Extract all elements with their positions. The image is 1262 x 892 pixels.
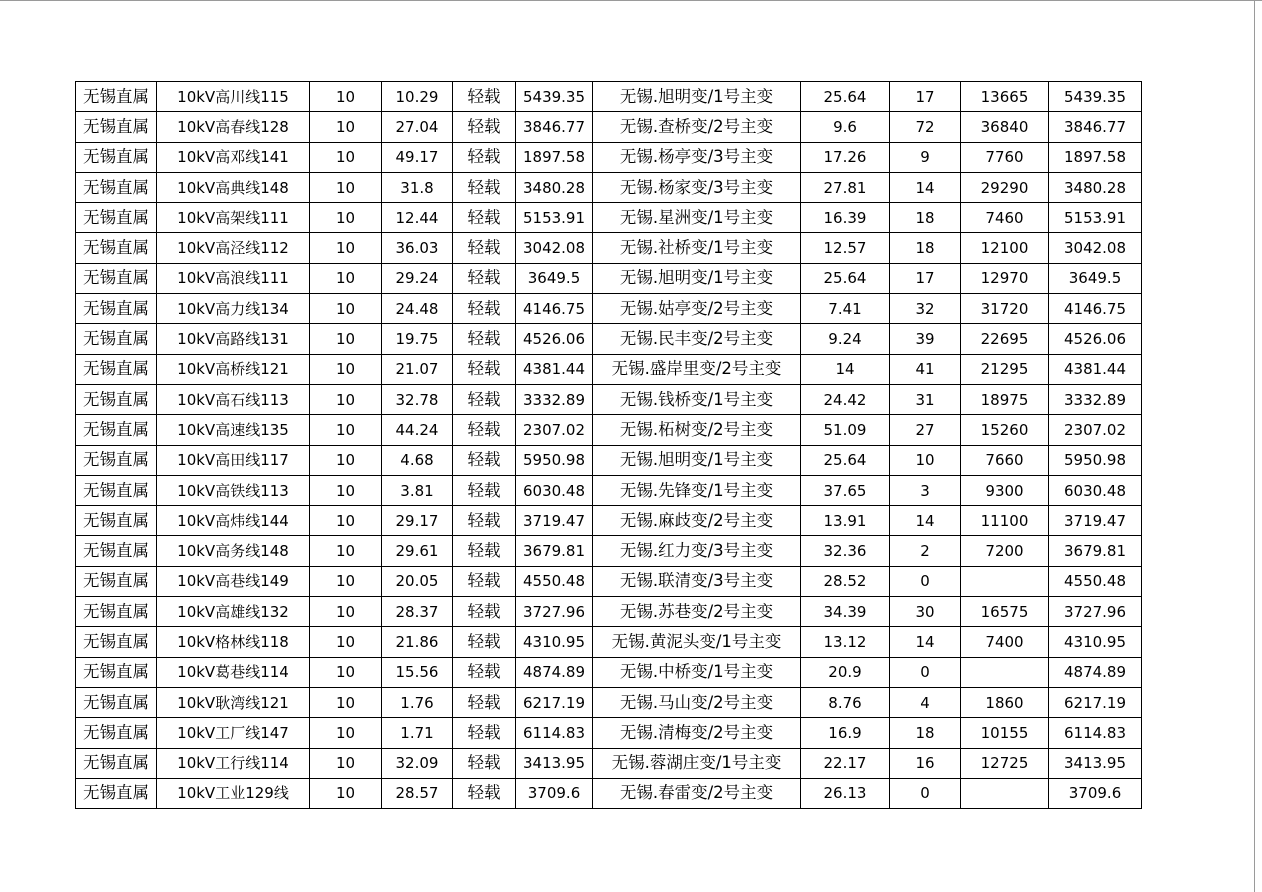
- load-rate-cell: 19.75: [382, 324, 453, 354]
- line-name-cell: 10kV葛巷线114: [157, 657, 310, 687]
- remaining-capacity-cell: 3042.08: [1049, 233, 1142, 263]
- remaining-capacity-cell: 6030.48: [1049, 475, 1142, 505]
- transformer-load-rate-cell: 51.09: [801, 415, 890, 445]
- voltage-cell: 10: [310, 82, 382, 112]
- voltage-cell: 10: [310, 172, 382, 202]
- remaining-capacity-cell: 3719.47: [1049, 506, 1142, 536]
- remaining-capacity-cell: 4526.06: [1049, 324, 1142, 354]
- user-count-cell: 18: [890, 718, 961, 748]
- available-capacity-cell: 3480.28: [516, 172, 593, 202]
- available-capacity-cell: 3709.6: [516, 778, 593, 808]
- company-cell: 无锡直属: [76, 748, 157, 778]
- capacity-cell: [961, 566, 1049, 596]
- transformer-load-rate-cell: 25.64: [801, 82, 890, 112]
- load-status-cell: 轻载: [453, 263, 516, 293]
- transformer-cell: 无锡.蓉湖庄变/1号主变: [593, 748, 801, 778]
- capacity-cell: 18975: [961, 384, 1049, 414]
- table-row: [76, 506, 1142, 536]
- load-status-cell: 轻载: [453, 687, 516, 717]
- voltage-cell: 10: [310, 142, 382, 172]
- transformer-load-rate-cell: 13.91: [801, 506, 890, 536]
- load-rate-cell: 4.68: [382, 445, 453, 475]
- capacity-cell: 12725: [961, 748, 1049, 778]
- load-rate-cell: 29.17: [382, 506, 453, 536]
- available-capacity-cell: 5950.98: [516, 445, 593, 475]
- remaining-capacity-cell: 4310.95: [1049, 627, 1142, 657]
- remaining-capacity-cell: 3709.6: [1049, 778, 1142, 808]
- user-count-cell: 18: [890, 233, 961, 263]
- load-status-cell: 轻载: [453, 384, 516, 414]
- company-cell: 无锡直属: [76, 536, 157, 566]
- voltage-cell: 10: [310, 294, 382, 324]
- capacity-cell: 9300: [961, 475, 1049, 505]
- user-count-cell: 4: [890, 687, 961, 717]
- transformer-cell: 无锡.苏巷变/2号主变: [593, 597, 801, 627]
- remaining-capacity-cell: 1897.58: [1049, 142, 1142, 172]
- voltage-cell: 10: [310, 506, 382, 536]
- user-count-cell: 30: [890, 597, 961, 627]
- line-name-cell: 10kV高田线117: [157, 445, 310, 475]
- table-row: [76, 263, 1142, 293]
- load-status-cell: 轻载: [453, 233, 516, 263]
- user-count-cell: 17: [890, 82, 961, 112]
- transformer-cell: 无锡.柘树变/2号主变: [593, 415, 801, 445]
- load-status-cell: 轻载: [453, 82, 516, 112]
- load-status-cell: 轻载: [453, 445, 516, 475]
- transformer-load-rate-cell: 32.36: [801, 536, 890, 566]
- available-capacity-cell: 4550.48: [516, 566, 593, 596]
- load-rate-cell: 44.24: [382, 415, 453, 445]
- line-name-cell: 10kV高力线134: [157, 294, 310, 324]
- table-body: [76, 82, 1142, 809]
- available-capacity-cell: 3846.77: [516, 112, 593, 142]
- capacity-cell: 1860: [961, 687, 1049, 717]
- available-capacity-cell: 2307.02: [516, 415, 593, 445]
- capacity-cell: 12100: [961, 233, 1049, 263]
- table-row: [76, 82, 1142, 112]
- voltage-cell: 10: [310, 112, 382, 142]
- remaining-capacity-cell: 4874.89: [1049, 657, 1142, 687]
- transformer-load-rate-cell: 37.65: [801, 475, 890, 505]
- company-cell: 无锡直属: [76, 172, 157, 202]
- transformer-load-rate-cell: 9.24: [801, 324, 890, 354]
- line-name-cell: 10kV工行线114: [157, 748, 310, 778]
- user-count-cell: 39: [890, 324, 961, 354]
- company-cell: 无锡直属: [76, 597, 157, 627]
- load-status-cell: 轻载: [453, 142, 516, 172]
- page-edge-top: [0, 0, 1262, 1]
- available-capacity-cell: 3679.81: [516, 536, 593, 566]
- load-rate-cell: 1.71: [382, 718, 453, 748]
- transformer-cell: 无锡.黄泥头变/1号主变: [593, 627, 801, 657]
- capacity-cell: 29290: [961, 172, 1049, 202]
- voltage-cell: 10: [310, 445, 382, 475]
- company-cell: 无锡直属: [76, 566, 157, 596]
- load-rate-cell: 20.05: [382, 566, 453, 596]
- line-name-cell: 10kV高典线148: [157, 172, 310, 202]
- load-status-cell: 轻载: [453, 203, 516, 233]
- voltage-cell: 10: [310, 718, 382, 748]
- capacity-cell: [961, 778, 1049, 808]
- line-name-cell: 10kV工业129线: [157, 778, 310, 808]
- line-name-cell: 10kV高川线115: [157, 82, 310, 112]
- voltage-cell: 10: [310, 324, 382, 354]
- company-cell: 无锡直属: [76, 233, 157, 263]
- data-table: [75, 81, 1142, 809]
- available-capacity-cell: 4381.44: [516, 354, 593, 384]
- table-row: [76, 324, 1142, 354]
- load-rate-cell: 31.8: [382, 172, 453, 202]
- transformer-load-rate-cell: 12.57: [801, 233, 890, 263]
- user-count-cell: 0: [890, 778, 961, 808]
- user-count-cell: 2: [890, 536, 961, 566]
- capacity-cell: 7400: [961, 627, 1049, 657]
- company-cell: 无锡直属: [76, 445, 157, 475]
- load-status-cell: 轻载: [453, 566, 516, 596]
- remaining-capacity-cell: 3649.5: [1049, 263, 1142, 293]
- line-name-cell: 10kV高路线131: [157, 324, 310, 354]
- transformer-cell: 无锡.社桥变/1号主变: [593, 233, 801, 263]
- company-cell: 无锡直属: [76, 657, 157, 687]
- available-capacity-cell: 4146.75: [516, 294, 593, 324]
- load-rate-cell: 27.04: [382, 112, 453, 142]
- load-status-cell: 轻载: [453, 627, 516, 657]
- load-rate-cell: 29.24: [382, 263, 453, 293]
- load-rate-cell: 29.61: [382, 536, 453, 566]
- available-capacity-cell: 5153.91: [516, 203, 593, 233]
- transformer-load-rate-cell: 16.9: [801, 718, 890, 748]
- user-count-cell: 10: [890, 445, 961, 475]
- load-rate-cell: 12.44: [382, 203, 453, 233]
- table-row: [76, 687, 1142, 717]
- load-rate-cell: 32.09: [382, 748, 453, 778]
- user-count-cell: 72: [890, 112, 961, 142]
- transformer-cell: 无锡.杨亭变/3号主变: [593, 142, 801, 172]
- line-name-cell: 10kV高架线111: [157, 203, 310, 233]
- line-name-cell: 10kV格林线118: [157, 627, 310, 657]
- transformer-load-rate-cell: 27.81: [801, 172, 890, 202]
- available-capacity-cell: 3649.5: [516, 263, 593, 293]
- voltage-cell: 10: [310, 415, 382, 445]
- table-row: [76, 748, 1142, 778]
- transformer-cell: 无锡.红力变/3号主变: [593, 536, 801, 566]
- capacity-cell: 13665: [961, 82, 1049, 112]
- capacity-cell: 7760: [961, 142, 1049, 172]
- company-cell: 无锡直属: [76, 203, 157, 233]
- remaining-capacity-cell: 4146.75: [1049, 294, 1142, 324]
- user-count-cell: 27: [890, 415, 961, 445]
- available-capacity-cell: 4526.06: [516, 324, 593, 354]
- company-cell: 无锡直属: [76, 627, 157, 657]
- transformer-cell: 无锡.姑亭变/2号主变: [593, 294, 801, 324]
- line-name-cell: 10kV高务线148: [157, 536, 310, 566]
- page-edge-right: [1254, 0, 1255, 892]
- capacity-cell: 11100: [961, 506, 1049, 536]
- table-row: [76, 657, 1142, 687]
- load-status-cell: 轻载: [453, 506, 516, 536]
- voltage-cell: 10: [310, 657, 382, 687]
- load-status-cell: 轻载: [453, 354, 516, 384]
- load-status-cell: 轻载: [453, 657, 516, 687]
- available-capacity-cell: 6114.83: [516, 718, 593, 748]
- load-status-cell: 轻载: [453, 536, 516, 566]
- company-cell: 无锡直属: [76, 778, 157, 808]
- load-rate-cell: 15.56: [382, 657, 453, 687]
- table-row: [76, 142, 1142, 172]
- line-name-cell: 10kV高速线135: [157, 415, 310, 445]
- transformer-cell: 无锡.民丰变/2号主变: [593, 324, 801, 354]
- remaining-capacity-cell: 3480.28: [1049, 172, 1142, 202]
- load-status-cell: 轻载: [453, 748, 516, 778]
- voltage-cell: 10: [310, 203, 382, 233]
- company-cell: 无锡直属: [76, 718, 157, 748]
- voltage-cell: 10: [310, 687, 382, 717]
- transformer-cell: 无锡.麻歧变/2号主变: [593, 506, 801, 536]
- company-cell: 无锡直属: [76, 112, 157, 142]
- table-row: [76, 294, 1142, 324]
- voltage-cell: 10: [310, 627, 382, 657]
- user-count-cell: 16: [890, 748, 961, 778]
- user-count-cell: 17: [890, 263, 961, 293]
- capacity-cell: 36840: [961, 112, 1049, 142]
- company-cell: 无锡直属: [76, 384, 157, 414]
- table-row: [76, 778, 1142, 808]
- transformer-cell: 无锡.旭明变/1号主变: [593, 445, 801, 475]
- transformer-cell: 无锡.旭明变/1号主变: [593, 82, 801, 112]
- remaining-capacity-cell: 4550.48: [1049, 566, 1142, 596]
- user-count-cell: 18: [890, 203, 961, 233]
- line-name-cell: 10kV工厂线147: [157, 718, 310, 748]
- load-rate-cell: 32.78: [382, 384, 453, 414]
- available-capacity-cell: 3719.47: [516, 506, 593, 536]
- transformer-load-rate-cell: 22.17: [801, 748, 890, 778]
- line-name-cell: 10kV高巷线149: [157, 566, 310, 596]
- transformer-load-rate-cell: 26.13: [801, 778, 890, 808]
- load-status-cell: 轻载: [453, 415, 516, 445]
- table-row: [76, 445, 1142, 475]
- load-status-cell: 轻载: [453, 294, 516, 324]
- remaining-capacity-cell: 2307.02: [1049, 415, 1142, 445]
- remaining-capacity-cell: 3727.96: [1049, 597, 1142, 627]
- transformer-load-rate-cell: 25.64: [801, 445, 890, 475]
- available-capacity-cell: 4874.89: [516, 657, 593, 687]
- company-cell: 无锡直属: [76, 687, 157, 717]
- voltage-cell: 10: [310, 263, 382, 293]
- table-row: [76, 475, 1142, 505]
- available-capacity-cell: 5439.35: [516, 82, 593, 112]
- line-name-cell: 10kV高铁线113: [157, 475, 310, 505]
- voltage-cell: 10: [310, 475, 382, 505]
- transformer-cell: 无锡.旭明变/1号主变: [593, 263, 801, 293]
- load-rate-cell: 10.29: [382, 82, 453, 112]
- available-capacity-cell: 6217.19: [516, 687, 593, 717]
- capacity-cell: 7660: [961, 445, 1049, 475]
- company-cell: 无锡直属: [76, 475, 157, 505]
- voltage-cell: 10: [310, 778, 382, 808]
- transformer-cell: 无锡.联清变/3号主变: [593, 566, 801, 596]
- transformer-cell: 无锡.中桥变/1号主变: [593, 657, 801, 687]
- remaining-capacity-cell: 5439.35: [1049, 82, 1142, 112]
- load-status-cell: 轻载: [453, 597, 516, 627]
- transformer-load-rate-cell: 34.39: [801, 597, 890, 627]
- user-count-cell: 14: [890, 506, 961, 536]
- capacity-cell: 7460: [961, 203, 1049, 233]
- load-status-cell: 轻载: [453, 324, 516, 354]
- transformer-load-rate-cell: 16.39: [801, 203, 890, 233]
- voltage-cell: 10: [310, 233, 382, 263]
- table-row: [76, 233, 1142, 263]
- company-cell: 无锡直属: [76, 324, 157, 354]
- transformer-load-rate-cell: 13.12: [801, 627, 890, 657]
- available-capacity-cell: 3413.95: [516, 748, 593, 778]
- capacity-cell: 31720: [961, 294, 1049, 324]
- table-row: [76, 112, 1142, 142]
- load-rate-cell: 28.57: [382, 778, 453, 808]
- load-status-cell: 轻载: [453, 475, 516, 505]
- transformer-cell: 无锡.盛岸里变/2号主变: [593, 354, 801, 384]
- load-rate-cell: 24.48: [382, 294, 453, 324]
- company-cell: 无锡直属: [76, 294, 157, 324]
- remaining-capacity-cell: 6217.19: [1049, 687, 1142, 717]
- company-cell: 无锡直属: [76, 142, 157, 172]
- available-capacity-cell: 4310.95: [516, 627, 593, 657]
- transformer-cell: 无锡.查桥变/2号主变: [593, 112, 801, 142]
- user-count-cell: 0: [890, 657, 961, 687]
- capacity-cell: 10155: [961, 718, 1049, 748]
- remaining-capacity-cell: 5950.98: [1049, 445, 1142, 475]
- company-cell: 无锡直属: [76, 354, 157, 384]
- line-name-cell: 10kV高雄线132: [157, 597, 310, 627]
- company-cell: 无锡直属: [76, 263, 157, 293]
- table-row: [76, 415, 1142, 445]
- transformer-cell: 无锡.清梅变/2号主变: [593, 718, 801, 748]
- user-count-cell: 14: [890, 172, 961, 202]
- capacity-cell: [961, 657, 1049, 687]
- capacity-cell: 21295: [961, 354, 1049, 384]
- table-row: [76, 354, 1142, 384]
- available-capacity-cell: 1897.58: [516, 142, 593, 172]
- available-capacity-cell: 6030.48: [516, 475, 593, 505]
- transformer-cell: 无锡.春雷变/2号主变: [593, 778, 801, 808]
- available-capacity-cell: 3727.96: [516, 597, 593, 627]
- voltage-cell: 10: [310, 384, 382, 414]
- company-cell: 无锡直属: [76, 82, 157, 112]
- line-name-cell: 10kV高炜线144: [157, 506, 310, 536]
- transformer-load-rate-cell: 24.42: [801, 384, 890, 414]
- table-row: [76, 536, 1142, 566]
- remaining-capacity-cell: 3413.95: [1049, 748, 1142, 778]
- transformer-load-rate-cell: 8.76: [801, 687, 890, 717]
- user-count-cell: 9: [890, 142, 961, 172]
- load-rate-cell: 36.03: [382, 233, 453, 263]
- table-row: [76, 627, 1142, 657]
- load-rate-cell: 21.07: [382, 354, 453, 384]
- remaining-capacity-cell: 4381.44: [1049, 354, 1142, 384]
- line-name-cell: 10kV高邓线141: [157, 142, 310, 172]
- voltage-cell: 10: [310, 536, 382, 566]
- load-status-cell: 轻载: [453, 112, 516, 142]
- transformer-load-rate-cell: 7.41: [801, 294, 890, 324]
- table-row: [76, 203, 1142, 233]
- line-name-cell: 10kV高春线128: [157, 112, 310, 142]
- capacity-cell: 16575: [961, 597, 1049, 627]
- remaining-capacity-cell: 5153.91: [1049, 203, 1142, 233]
- line-name-cell: 10kV高浪线111: [157, 263, 310, 293]
- line-name-cell: 10kV耿湾线121: [157, 687, 310, 717]
- transformer-cell: 无锡.马山变/2号主变: [593, 687, 801, 717]
- line-name-cell: 10kV高泾线112: [157, 233, 310, 263]
- capacity-cell: 15260: [961, 415, 1049, 445]
- load-rate-cell: 49.17: [382, 142, 453, 172]
- load-status-cell: 轻载: [453, 172, 516, 202]
- user-count-cell: 31: [890, 384, 961, 414]
- load-status-cell: 轻载: [453, 718, 516, 748]
- load-rate-cell: 3.81: [382, 475, 453, 505]
- user-count-cell: 41: [890, 354, 961, 384]
- load-rate-cell: 21.86: [382, 627, 453, 657]
- available-capacity-cell: 3332.89: [516, 384, 593, 414]
- remaining-capacity-cell: 6114.83: [1049, 718, 1142, 748]
- line-name-cell: 10kV高桥线121: [157, 354, 310, 384]
- transformer-cell: 无锡.钱桥变/1号主变: [593, 384, 801, 414]
- transformer-load-rate-cell: 28.52: [801, 566, 890, 596]
- table-row: [76, 384, 1142, 414]
- transformer-load-rate-cell: 17.26: [801, 142, 890, 172]
- user-count-cell: 32: [890, 294, 961, 324]
- capacity-cell: 22695: [961, 324, 1049, 354]
- available-capacity-cell: 3042.08: [516, 233, 593, 263]
- transformer-cell: 无锡.星洲变/1号主变: [593, 203, 801, 233]
- remaining-capacity-cell: 3846.77: [1049, 112, 1142, 142]
- table-row: [76, 597, 1142, 627]
- load-status-cell: 轻载: [453, 778, 516, 808]
- transformer-load-rate-cell: 25.64: [801, 263, 890, 293]
- transformer-load-rate-cell: 14: [801, 354, 890, 384]
- table-row: [76, 172, 1142, 202]
- table-row: [76, 718, 1142, 748]
- table-row: [76, 566, 1142, 596]
- transformer-load-rate-cell: 9.6: [801, 112, 890, 142]
- transformer-cell: 无锡.先锋变/1号主变: [593, 475, 801, 505]
- remaining-capacity-cell: 3332.89: [1049, 384, 1142, 414]
- voltage-cell: 10: [310, 748, 382, 778]
- load-rate-cell: 1.76: [382, 687, 453, 717]
- remaining-capacity-cell: 3679.81: [1049, 536, 1142, 566]
- transformer-cell: 无锡.杨家变/3号主变: [593, 172, 801, 202]
- load-rate-cell: 28.37: [382, 597, 453, 627]
- user-count-cell: 0: [890, 566, 961, 596]
- company-cell: 无锡直属: [76, 506, 157, 536]
- voltage-cell: 10: [310, 597, 382, 627]
- voltage-cell: 10: [310, 354, 382, 384]
- user-count-cell: 3: [890, 475, 961, 505]
- company-cell: 无锡直属: [76, 415, 157, 445]
- user-count-cell: 14: [890, 627, 961, 657]
- transformer-load-rate-cell: 20.9: [801, 657, 890, 687]
- line-name-cell: 10kV高石线113: [157, 384, 310, 414]
- voltage-cell: 10: [310, 566, 382, 596]
- capacity-cell: 7200: [961, 536, 1049, 566]
- capacity-cell: 12970: [961, 263, 1049, 293]
